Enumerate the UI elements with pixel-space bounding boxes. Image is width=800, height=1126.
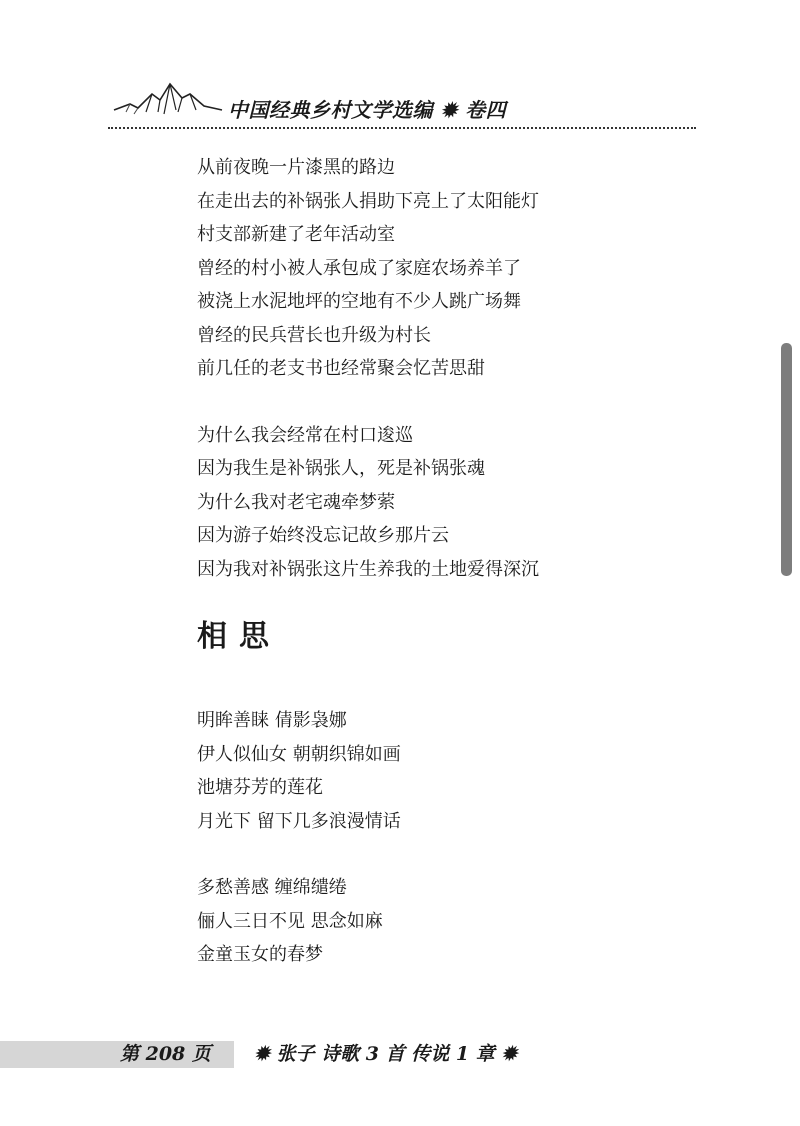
poem-line: 金童玉女的春梦	[197, 944, 323, 965]
poem-line: 曾经的民兵营长也升级为村长	[197, 324, 431, 346]
poem-content	[197, 151, 717, 972]
poem-line: 池塘芬芳的莲花	[197, 777, 323, 798]
poem-line: 为什么我对老宅魂牵梦萦	[197, 491, 395, 513]
poem-line: 俪人三日不见 思念如麻	[197, 910, 383, 932]
poem-line: 从前夜晚一片漆黑的路边	[197, 157, 395, 178]
page-header	[108, 78, 698, 130]
mountain-icon	[112, 80, 224, 124]
header-divider	[108, 127, 696, 129]
stanza-break	[197, 838, 717, 871]
poem-line: 因为我对补锅张这片生养我的土地爱得深沉	[197, 558, 539, 580]
poem-line: 因为我生是补锅张人，死是补锅张魂	[197, 458, 485, 479]
book-title: 中国经典乡村文学选编 ✹ 卷四	[228, 98, 507, 122]
poem-line: 明眸善睐 倩影袅娜	[197, 710, 347, 731]
poem-line: 因为游子始终没忘记故乡那片云	[197, 525, 449, 546]
poem-line: 月光下 留下几多浪漫情话	[197, 810, 401, 832]
poem-line: 曾经的村小被人承包成了家庭农场养羊了	[197, 257, 521, 279]
poem-line: 村支部新建了老年活动室	[197, 224, 395, 245]
poem-line: 前几任的老支书也经常聚会忆苦思甜	[197, 358, 485, 379]
poem-title: 相思	[197, 619, 281, 654]
poem-line: 伊人似仙女 朝朝织锦如画	[197, 743, 401, 765]
poem-line: 在走出去的补锅张人捐助下亮上了太阳能灯	[197, 190, 539, 212]
scrollbar-thumb[interactable]	[781, 343, 792, 576]
page-number: 第 208 页	[120, 1043, 211, 1065]
stanza-break	[197, 386, 717, 419]
title-spacer	[197, 660, 717, 704]
poem-line: 被浇上水泥地坪的空地有不少人跳广场舞	[197, 291, 521, 312]
poem-line: 为什么我会经常在村口逡巡	[197, 424, 413, 446]
poem-line: 多愁善感 缠绵缱绻	[197, 877, 347, 898]
footer-info: ✹ 张子 诗歌 3 首 传说 1 章 ✹	[254, 1043, 518, 1065]
